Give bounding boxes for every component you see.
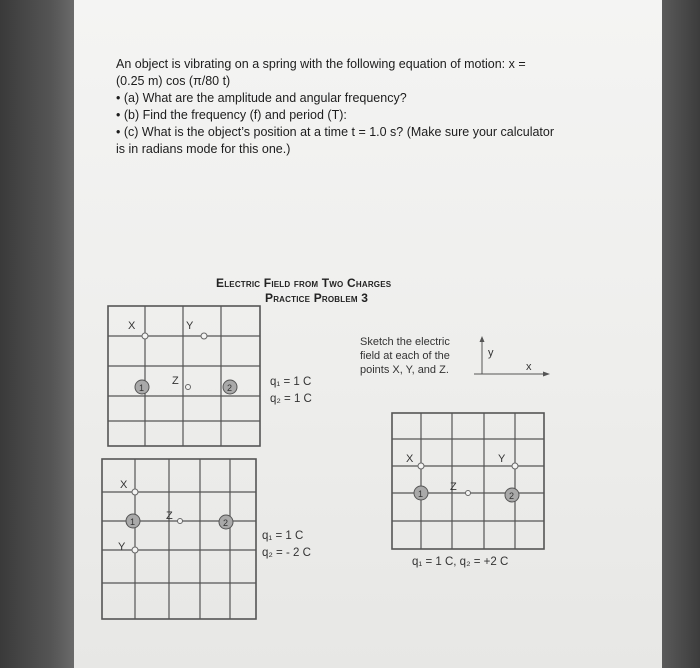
axis-y-label: y xyxy=(488,347,494,359)
grid3-point-y xyxy=(512,463,518,469)
field-grid-2 xyxy=(98,456,262,622)
axis-x-label: x xyxy=(526,361,532,373)
question-line-end: is in radians mode for this one.) xyxy=(116,142,291,156)
grid3-point-x xyxy=(418,463,424,469)
grid1-point-y xyxy=(201,333,207,339)
grid2-point-z-label: Z xyxy=(166,510,173,522)
grid3-point-z xyxy=(466,491,471,496)
grid1-point-x-label: X xyxy=(128,320,136,332)
grid2-point-y-label: Y xyxy=(118,541,126,553)
sketch-instructions: Sketch the electric field at each of the points X, Y, and Z. xyxy=(360,336,450,376)
grid1-point-z-label: Z xyxy=(172,375,179,387)
grid2-point-z xyxy=(178,519,183,524)
grid2-point-x-label: X xyxy=(120,479,128,491)
grid2-charge-2-label: 2 xyxy=(223,518,229,528)
background-left xyxy=(0,0,74,668)
grid3-point-y-label: Y xyxy=(498,453,506,465)
grid1-q2: q₂ = 1 C xyxy=(270,393,312,405)
grid2-point-x xyxy=(132,489,138,495)
question-text xyxy=(116,56,596,158)
grid2-point-y xyxy=(132,547,138,553)
question-line-1: An object is vibrating on a spring with the following equation of motion: x = xyxy=(116,57,526,71)
grid3-point-x-label: X xyxy=(406,453,414,465)
worksheet-subtitle: Practice Problem 3 xyxy=(265,291,369,305)
question-bullet-b: • (b) Find the frequency (f) and period (T): xyxy=(116,108,347,122)
grid3-charge-2-label: 2 xyxy=(509,491,515,501)
grid3-point-z-label: Z xyxy=(450,481,457,493)
grid3-charge-1-label: 1 xyxy=(418,489,424,499)
grid1-point-x xyxy=(142,333,148,339)
grid1-charge-1-label: 1 xyxy=(139,383,145,393)
question-line-2: (0.25 m) cos (π/80 t) xyxy=(116,74,231,88)
background-right xyxy=(662,0,700,668)
grid2-charge-1-label: 1 xyxy=(130,517,136,527)
grid2-q1: q₁ = 1 C xyxy=(262,530,304,542)
grid1-charge-2-label: 2 xyxy=(227,383,233,393)
worksheet-title: Electric Field from Two Charges xyxy=(216,276,392,290)
field-grid-3 xyxy=(388,410,548,554)
question-bullet-a: • (a) What are the amplitude and angular frequency? xyxy=(116,91,407,105)
coordinate-axes xyxy=(470,336,552,382)
question-bullet-c: • (c) What is the object’s position at a time t = 1.0 s? (Make sure your calculator xyxy=(116,125,555,139)
field-grid-1 xyxy=(104,304,264,448)
grid2-q2: q₂ = - 2 C xyxy=(262,547,311,559)
grid1-point-z xyxy=(186,385,191,390)
grid1-point-y-label: Y xyxy=(186,320,194,332)
grid1-q1: q₁ = 1 C xyxy=(270,376,312,388)
grid3-charges: q₁ = 1 C, q₂ = +2 C xyxy=(412,556,509,568)
